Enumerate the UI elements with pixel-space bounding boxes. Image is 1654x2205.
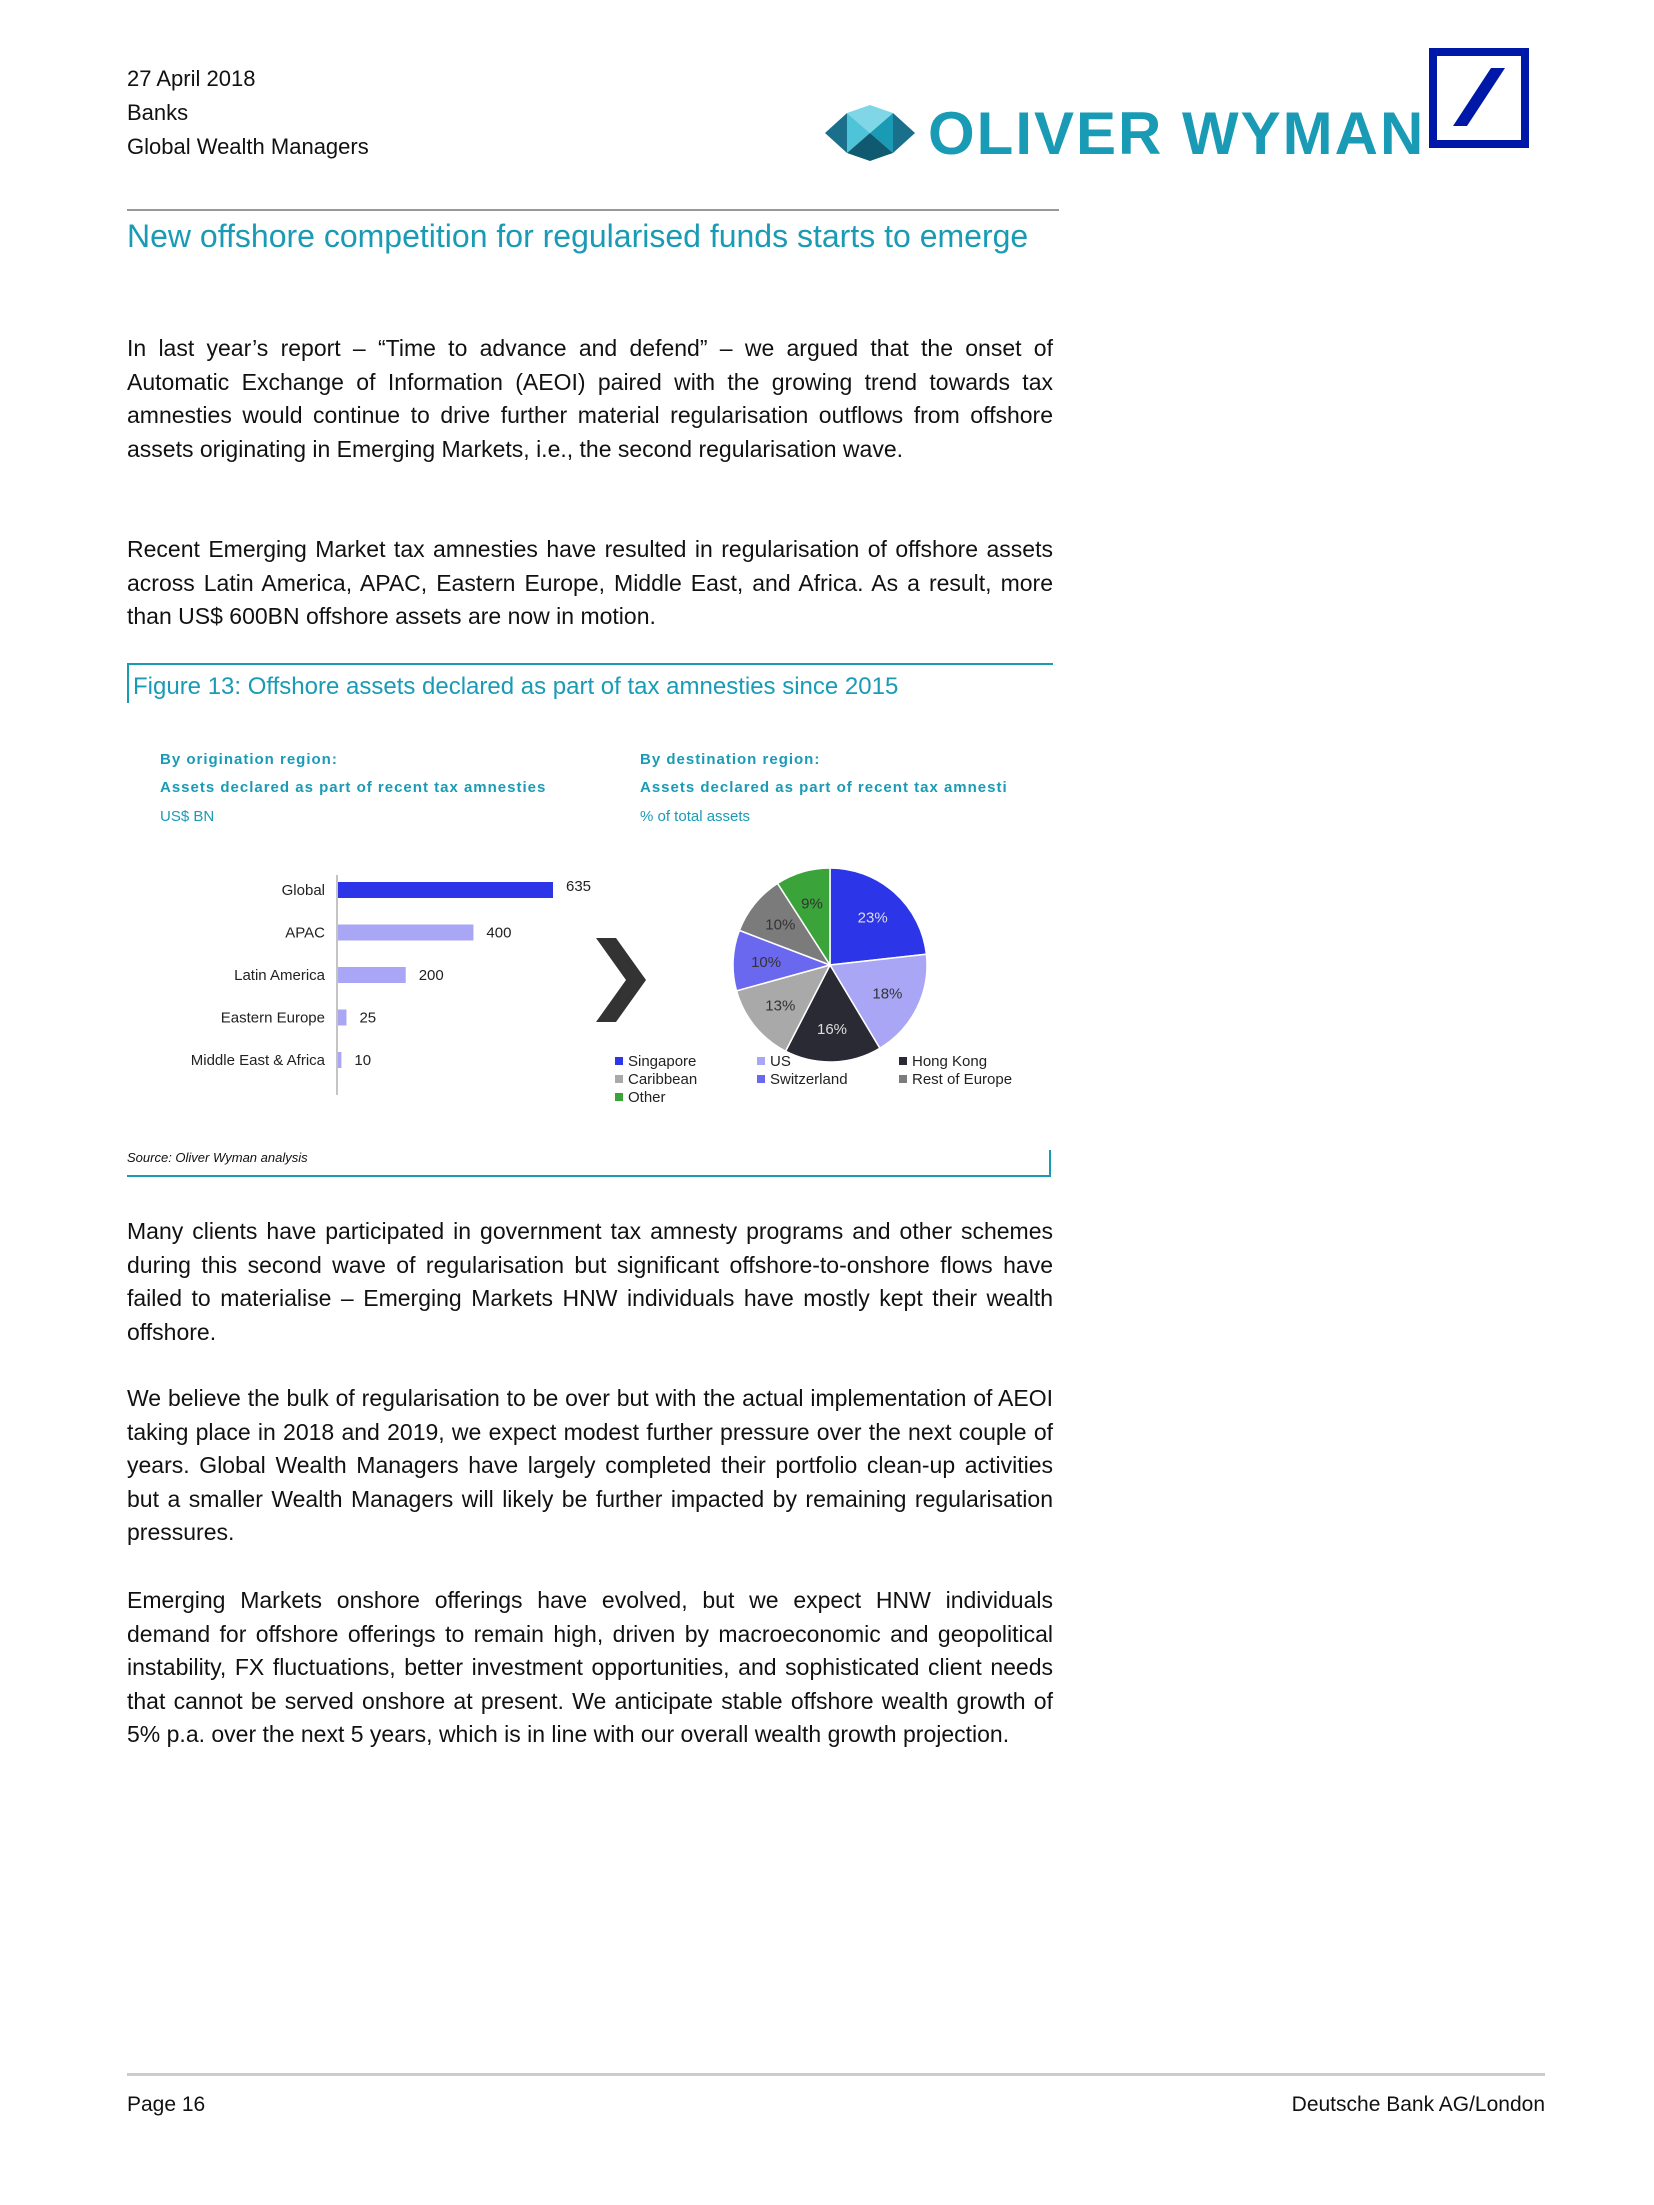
legend-label: Rest of Europe: [912, 1071, 1013, 1088]
legend-item: [899, 1071, 1012, 1089]
bar-category-label: Eastern Europe: [220, 1009, 325, 1027]
legend-item: [615, 1053, 696, 1071]
page-number: Page 16: [127, 2093, 206, 2116]
bar-chart-title: Assets declared as part of recent tax amnesties: [160, 779, 547, 796]
paragraph-5: Emerging Markets onshore offerings have evolved, but we expect HNW individuals demand for offshore offerings to remain high, driven by macroeconomic and geopolitical instability, FX fluctuations, better investment opportunities, and sophisticated client needs that cannot be served onshore at present. We anticipate stable offshore wealth growth of 5% p.a. over the next 5 years, which is in line with our overall wealth growth projection.: [127, 1587, 1053, 1747]
bar-chart-heading: By origination region:: [160, 751, 338, 768]
paragraph-3: Many clients have participated in government tax amnesty programs and other schemes during this second wave of regularisation but significant offshore-to-onshore flows have failed to materialise – Emerging Markets HNW individuals have mostly kept their wealth offshore.: [127, 1218, 1053, 1345]
header-rule: [127, 209, 1059, 211]
pie-value-label: 10%: [751, 954, 782, 971]
report-date: 27 April 2018: [127, 66, 256, 91]
paragraph-2: Recent Emerging Market tax amnesties have resulted in regularisation of offshore assets across Latin America, APAC, Eastern Europe, Middle East, and Africa. As a result, more than US$ 600BN offshore assets are now in motion.: [127, 536, 1053, 629]
paragraph-1: In last year’s report – “Time to advance and defend” – we argued that the onset of Automatic Exchange of Information (AEOI) paired with the growing trend towards tax amnesties would continue to drive further material regularisation outflows from offshore assets originating in Emerging Markets, i.e., the second regularisation wave.: [127, 335, 1053, 462]
pie-legend: [615, 1053, 1055, 1113]
legend-label: Caribbean: [628, 1071, 698, 1088]
bar-value-label: 25: [359, 1009, 377, 1027]
pie-value-label: 18%: [872, 985, 903, 1003]
bar-category-label: Global: [281, 882, 325, 899]
legend-item: [899, 1053, 987, 1071]
bar: [338, 925, 473, 941]
figure-top-rule: [127, 663, 1053, 665]
legend-swatch: [615, 1093, 623, 1101]
pie-value-label: 9%: [801, 895, 823, 913]
pie-value-label: 10%: [765, 916, 796, 934]
legend-swatch: [615, 1075, 623, 1083]
chevron-right-icon: [596, 938, 646, 1022]
legend-label: Hong Kong: [912, 1053, 988, 1070]
legend-item: [615, 1071, 697, 1089]
oliver-wyman-mark-icon: [825, 105, 915, 161]
bar: [338, 1052, 341, 1068]
deutsche-bank-logo: [1429, 48, 1529, 148]
section-title: New offshore competition for regularised funds starts to emerge: [127, 218, 1029, 254]
bar-category-label: APAC: [285, 924, 325, 942]
bar-value-label: 400: [486, 924, 512, 942]
footer-rule: [127, 2073, 1545, 2076]
pie-chart-heading: By destination region:: [640, 751, 821, 768]
figure-source: Source: Oliver Wyman analysis: [127, 1150, 308, 1165]
bar-value-label: 10: [354, 1052, 372, 1069]
bar: [338, 1010, 346, 1026]
legend-swatch: [899, 1075, 907, 1083]
figure-bottom-rule: [127, 1175, 1051, 1177]
pie-value-label: 23%: [857, 909, 888, 927]
legend-label: US: [770, 1053, 791, 1070]
bar-chart: [150, 870, 620, 1100]
bar-category-label: Middle East & Africa: [190, 1052, 325, 1069]
legend-swatch: [899, 1057, 907, 1065]
legend-swatch: [757, 1075, 765, 1083]
bar-category-label: Latin America: [234, 967, 325, 984]
bar: [338, 967, 406, 983]
bar-chart-unit: US$ BN: [160, 808, 215, 825]
legend-item: [757, 1071, 848, 1089]
report-name: Global Wealth Managers: [127, 134, 369, 159]
pie-chart-unit: % of total assets: [640, 808, 751, 825]
legend-swatch: [757, 1057, 765, 1065]
legend-item: [757, 1053, 791, 1071]
deutsche-bank-slash-icon: [1437, 56, 1521, 140]
pie-value-label: 13%: [765, 997, 796, 1015]
legend-label: Switzerland: [770, 1071, 848, 1088]
report-sector: Banks: [127, 100, 189, 125]
oliver-wyman-wordmark: OLIVER WYMAN: [928, 100, 1426, 167]
figure-left-rule: [127, 663, 129, 703]
figure-right-rule: [1049, 1150, 1051, 1177]
pie-chart-title: Assets declared as part of recent tax amnesti: [640, 779, 1008, 796]
legend-item: [615, 1089, 666, 1107]
figure-title: Figure 13: Offshore assets declared as part of tax amnesties since 2015: [133, 673, 899, 700]
publisher: Deutsche Bank AG/London: [1291, 2093, 1545, 2116]
bar: [338, 882, 553, 898]
oliver-wyman-logo: [825, 105, 915, 166]
legend-swatch: [615, 1057, 623, 1065]
legend-label: Singapore: [628, 1053, 697, 1070]
paragraph-4: We believe the bulk of regularisation to be over but with the actual implementation of AEOI taking place in 2018 and 2019, we expect modest further pressure over the next couple of years. Global Wealth Managers have largely completed their portfolio clean-up activities but a smaller Wealth Managers will likely be further impacted by remaining regularisation pressures.: [127, 1385, 1053, 1545]
pie-chart: [720, 855, 940, 1075]
legend-label: Other: [628, 1089, 666, 1106]
pie-value-label: 16%: [816, 1021, 848, 1038]
bar-value-label: 635: [566, 878, 592, 895]
bar-value-label: 200: [418, 967, 444, 984]
